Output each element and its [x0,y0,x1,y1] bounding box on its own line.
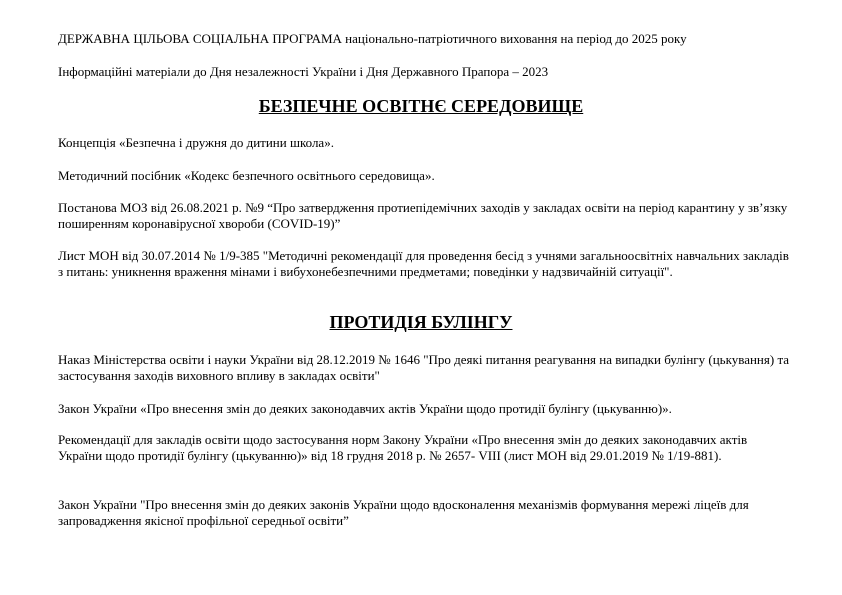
list-item: Рекомендації для закладів освіти щодо застосування норм Закону України «Про внесення змін до деяких законодавчих актів України щодо протидії булінгу (цькуванню)» від 18 грудня 2018 р. № 2657- VIII (лист МОН від 29.01.2019 № 1/19-881). [58,432,748,463]
list-item: Методичний посібник «Кодекс безпечного освітнього середовища». [58,168,435,183]
list-item: Лист МОН від 30.07.2014 № 1/9-385 "Методичні рекомендації для проведення бесід з учнями загальноосвітніх навчальних закладів з питань: уникнення враження мінами і вибухонебезпечними предметами; поведінки у надзвичайній ситуації". [58,248,789,279]
program-title: ДЕРЖАВНА ЦІЛЬОВА СОЦІАЛЬНА ПРОГРАМА національно-патріотичного виховання на період до 2025 року [58,31,687,46]
list-item: Наказ Міністерства освіти і науки України від 28.12.2019 № 1646 "Про деякі питання реагування на випадки булінгу (цькування) та застосування заходів виховного впливу в закладах освіти" [58,352,790,383]
list-item: Концепція «Безпечна і дружня до дитини школа». [58,135,334,150]
list-item: Постанова МОЗ від 26.08.2021 р. №9 “Про затвердження протиепідемічних заходів у закладах освіти на період карантину у зв’язку поширенням коронавірусної хвороби (COVID-19)” [58,200,788,231]
list-item: Закон України "Про внесення змін до деяких законів України щодо вдосконалення механізмів формування мережі ліцеїв для запровадження якісної профільної середньої освіти” [58,497,749,528]
list-item: Закон України «Про внесення змін до деяких законодавчих актів України щодо протидії булінгу (цькуванню)». [58,401,672,416]
info-line: Інформаційні матеріали до Дня незалежності України і Дня Державного Прапора – 2023 [58,64,549,79]
section-heading-safe-environment: БЕЗПЕЧНЕ ОСВІТНЄ СЕРЕДОВИЩЕ [258,96,584,116]
section-heading-anti-bullying: ПРОТИДІЯ БУЛІНГУ [329,312,513,332]
